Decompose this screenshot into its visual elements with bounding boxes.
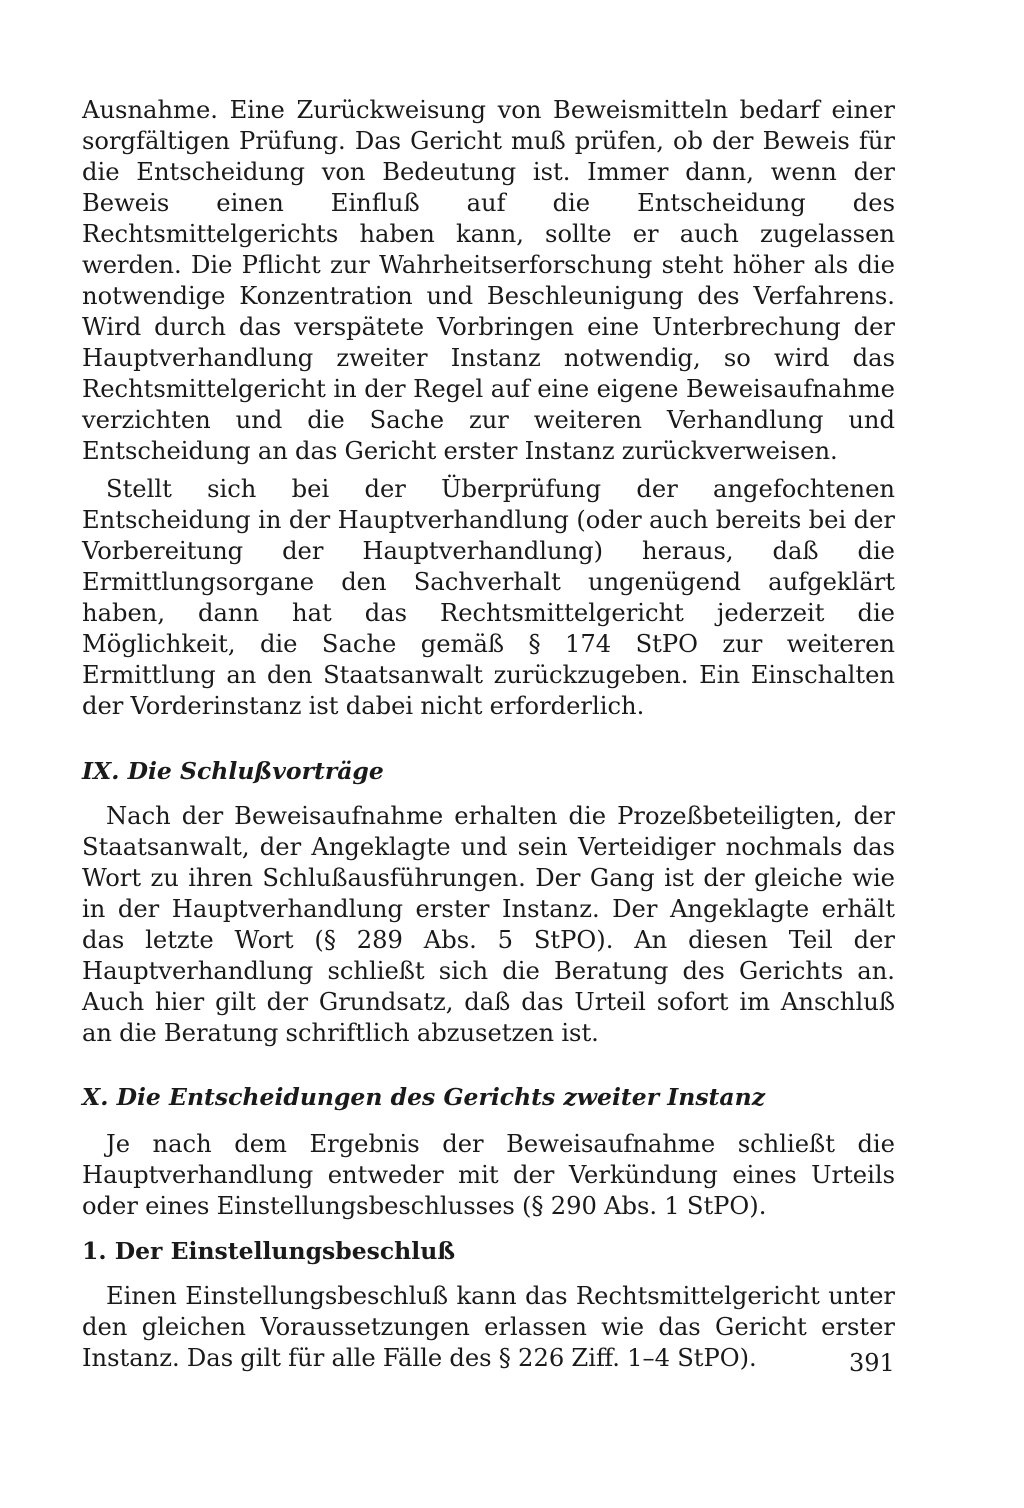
section-heading-decisions: X. Die Entscheidungen des Gerichts zweiter Instanz bbox=[82, 1083, 766, 1111]
spacer bbox=[82, 1222, 895, 1236]
spacer bbox=[82, 1049, 895, 1082]
paragraph-discontinuance: Einen Einstellungsbeschluß kann das Rechtsmittelgericht unter den gleichen Voraussetzungen erlassen wie das Gericht erster Instanz. Das gilt für alle Fälle des § 226 Ziff. 1–4 StPO). bbox=[82, 1282, 895, 1372]
section-heading-closing-arguments: IX. Die Schlußvorträge bbox=[82, 757, 384, 785]
paragraph-decisions: Je nach dem Ergebnis der Beweisaufnahme schließt die Hauptverhandlung entweder mit der Verkündung eines Urteils oder eines Einstellungsbeschlusses (§ 290 Abs. 1 StPO). bbox=[82, 1130, 895, 1220]
spacer bbox=[82, 1267, 895, 1281]
subsection-heading-discontinuance: 1. Der Einstellungsbeschluß bbox=[82, 1237, 456, 1265]
paragraph-evidence-rejection: Ausnahme. Eine Zurückweisung von Beweismitteln bedarf einer sorgfältigen Prüfung. Das Gericht muß prüfen, ob der Beweis für die Entscheidung von Bedeutung ist. Immer dann, wenn der Beweis einen Einfluß auf die Entscheidung des Rechtsmittelgerichts haben kann, sollte er auch zugelassen werden. Die Pflicht zur Wahrheitserforschung steht höher als die notwendige Konzentration und Beschleunigung des Verfahrens. Wird durch das verspätete Vorbringen eine Unterbrechung der Hauptverhandlung zweiter Instanz notwendig, so wird das Rechtsmittelgericht in der Regel auf eine eigene Beweisaufnahme verzichten und die Sache zur weiteren Verhandlung und Entscheidung an das Gericht erster Instanz zurückverweisen. bbox=[82, 96, 895, 465]
paragraph-review-investigation: Stellt sich bei der Überprüfung der angefochtenen Entscheidung in der Hauptverhandlung (oder auch bereits bei der Vorbereitung der Hauptverhandlung) heraus, daß die Ermittlungsorgane den Sachverhalt ungenügend aufgeklärt haben, dann hat das Rechtsmittelgericht jederzeit die Möglichkeit, die Sache gemäß § 174 StPO zur weiteren Ermittlung an den Staatsanwalt zurückzugeben. Ein Einschalten der Vorderinstanz ist dabei nicht erforderlich. bbox=[82, 475, 895, 720]
page-number: 391 bbox=[849, 1349, 895, 1377]
spacer bbox=[82, 1113, 895, 1129]
page-body bbox=[82, 95, 895, 1374]
spacer bbox=[82, 722, 895, 756]
spacer bbox=[82, 467, 895, 474]
spacer bbox=[82, 787, 895, 801]
paragraph-closing-arguments: Nach der Beweisaufnahme erhalten die Prozeßbeteiligten, der Staatsanwalt, der Angeklagte und sein Verteidiger nochmals das Wort zu ihren Schlußausführungen. Der Gang ist der gleiche wie in der Hauptverhandlung erster Instanz. Der Angeklagte erhält das letzte Wort (§ 289 Abs. 5 StPO). An diesen Teil der Hauptverhandlung schließt sich die Beratung des Gerichts an. Auch hier gilt der Grundsatz, daß das Urteil sofort im Anschluß an die Beratung schriftlich abzusetzen ist. bbox=[82, 802, 895, 1047]
